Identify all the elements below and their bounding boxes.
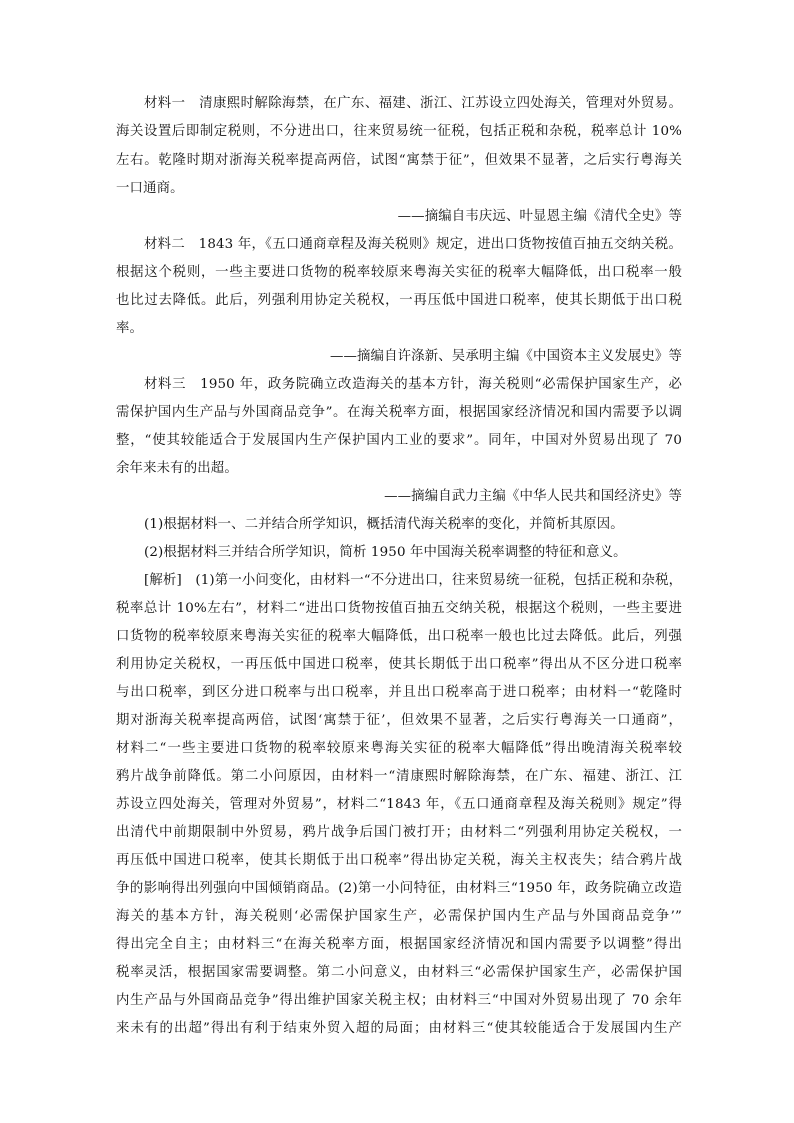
source-citation-3: ——摘编自武力主编《中华人民共和国经济史》等 (384, 489, 682, 504)
analysis-line: 出清代中前期限制中外贸易，鸦片战争后国门被打开；由材料二“列强利用协定关税权，一 (116, 825, 682, 840)
material-2-line: 材料二 1843 年，《五口通商章程及海关税则》规定，进出口货物按值百抽五交纳关税。 (144, 237, 682, 252)
analysis-line: 得出完全自主；由材料三“在海关税率方面，根据国家经济情况和国内需要予以调整”得出 (116, 937, 682, 952)
analysis-line: 内生产品与外国商品竞争”得出维护国家关税主权；由材料三“中国对外贸易出现了 70 余年 (116, 993, 682, 1008)
material-3-line: 余年来未有的出超。 (116, 461, 238, 476)
material-1-line: 海关设置后即制定税则，不分进出口，往来贸易统一征税，包括正税和杂税，税率总计 10% (116, 124, 682, 139)
analysis-line: 来未有的出超”得出有利于结束外贸入超的局面；由材料三“使其较能适合于发展国内生产 (116, 1021, 682, 1036)
analysis-line: [解析] (1)第一小问变化，由材料一“不分进出口，往来贸易统一征税，包括正税和杂税， (144, 573, 683, 588)
analysis-line: 鸦片战争前降低。第二小问原因，由材料一“清康熙时解除海禁，在广东、福建、浙江、江 (116, 769, 682, 784)
material-1-line: 材料一 清康熙时解除海禁，在广东、福建、浙江、江苏设立四处海关，管理对外贸易。 (144, 96, 682, 111)
material-1-line: 左右。乾隆时期对浙海关税率提高两倍，试图“寓禁于征”，但效果不显著，之后实行粤海关 (116, 153, 682, 168)
analysis-line: 争的影响得出列强向中国倾销商品。(2)第一小问特征，由材料三“1950 年，政务院确立改造 (116, 881, 682, 896)
analysis-line: 税率总计 10%左右”，材料二“进出口货物按值百抽五交纳关税，根据这个税则，一些主要进 (116, 601, 682, 616)
source-citation-2: ——摘编自许涤新、吴承明主编《中国资本主义发展史》等 (329, 349, 682, 364)
analysis-line: 苏设立四处海关，管理对外贸易”，材料二“1843 年，《五口通商章程及海关税则》规定”得 (116, 797, 682, 812)
question-1: (1)根据材料一、二并结合所学知识，概括清代海关税率的变化，并简析其原因。 (144, 517, 624, 532)
material-3-line: 整，“使其较能适合于发展国内生产保护国内工业的要求”。同年，中国对外贸易出现了 70 (116, 433, 682, 448)
analysis-line: 海关的基本方针，海关税则‘必需保护国家生产，必需保护国内生产品与外国商品竞争’” (116, 909, 682, 924)
material-1-line: 一口通商。 (116, 181, 184, 196)
material-3-line: 材料三 1950 年，政务院确立改造海关的基本方针，海关税则“必需保护国家生产，必 (144, 377, 682, 392)
material-2-line: 也比过去降低。此后，列强利用协定关税权，一再压低中国进口税率，使其长期低于出口税 (116, 293, 682, 308)
material-2-line: 根据这个税则，一些主要进口货物的税率较原来粤海关实征的税率大幅降低，出口税率一般 (116, 265, 682, 280)
analysis-line: 与出口税率，到区分进口税率与出口税率，并且出口税率高于进口税率；由材料一“乾隆时 (116, 685, 682, 700)
analysis-line: 口货物的税率较原来粤海关实征的税率大幅降低，出口税率一般也比过去降低。此后，列强 (116, 629, 682, 644)
question-2: (2)根据材料三并结合所学知识，简析 1950 年中国海关税率调整的特征和意义。 (144, 545, 627, 560)
analysis-line: 利用协定关税权，一再压低中国进口税率，使其长期低于出口税率”得出从不区分进口税率 (116, 657, 682, 672)
analysis-line: 期对浙海关税率提高两倍，试图‘寓禁于征’，但效果不显著，之后实行粤海关一口通商”， (116, 713, 682, 728)
material-2-line: 率。 (116, 321, 144, 336)
source-citation-1: ——摘编自韦庆远、叶显恩主编《清代全史》等 (397, 209, 682, 224)
analysis-line: 税率灵活，根据国家需要调整。第二小问意义，由材料三“必需保护国家生产，必需保护国 (116, 965, 682, 980)
analysis-line: 再压低中国进口税率，使其长期低于出口税率”得出协定关税，海关主权丧失；结合鸦片战 (116, 853, 682, 868)
analysis-line: 材料二“一些主要进口货物的税率较原来粤海关实征的税率大幅降低”得出晚清海关税率较 (116, 741, 682, 756)
material-3-line: 需保护国内生产品与外国商品竞争”。在海关税率方面，根据国家经济情况和国内需要予以调 (116, 405, 682, 420)
